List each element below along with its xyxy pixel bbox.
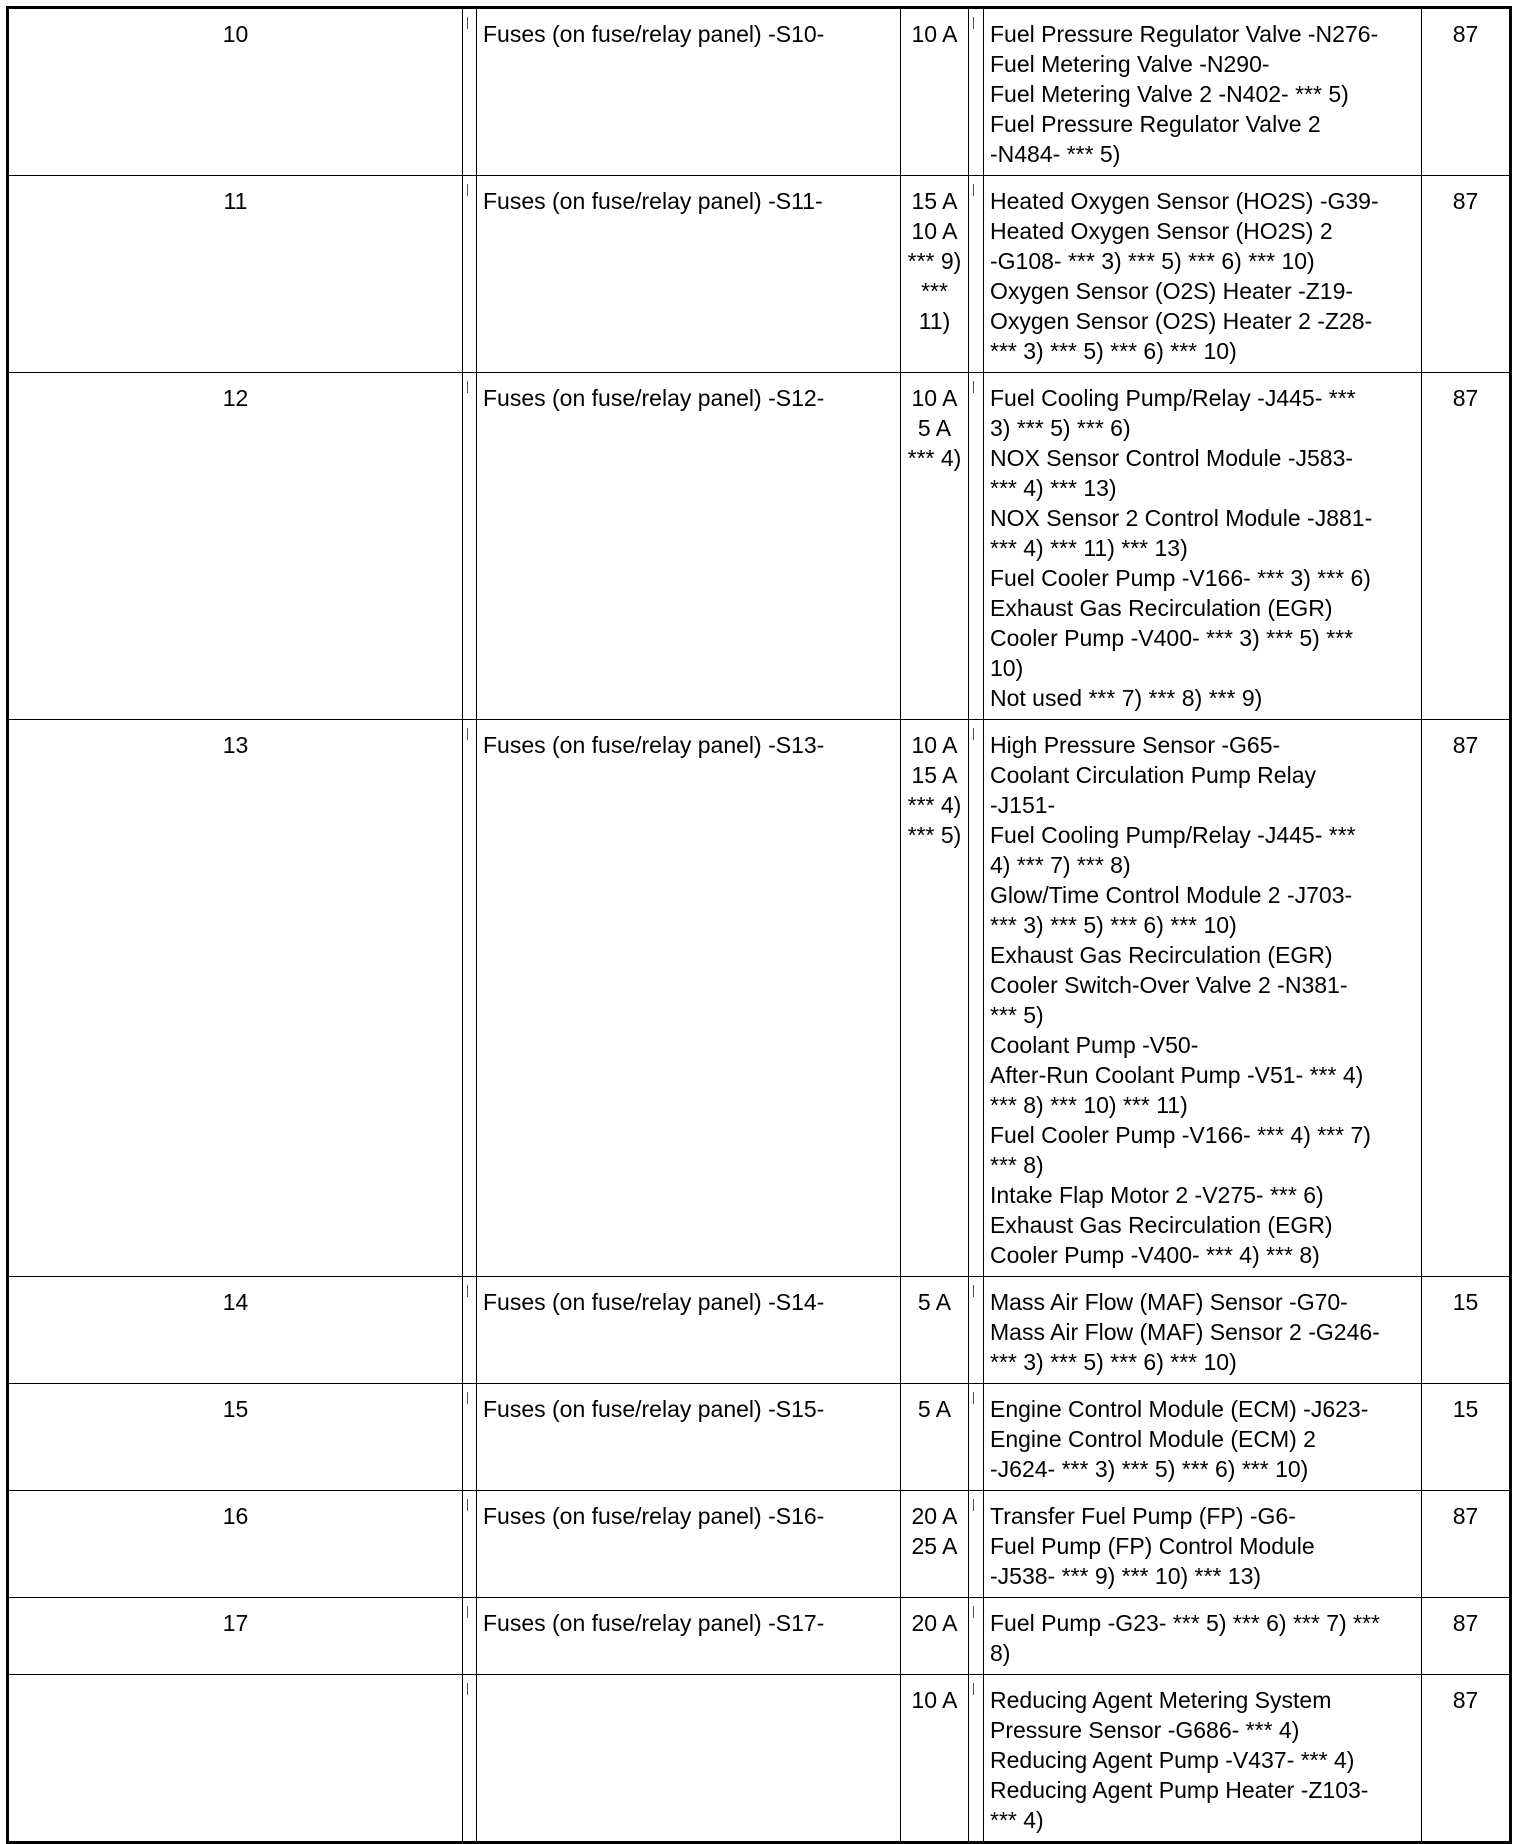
fuse-rating: 5 A — [917, 1289, 952, 1315]
fuse-description: Fuses (on fuse/relay panel) -S15- — [483, 1396, 825, 1422]
table-body — [8, 8, 1511, 1843]
table-row — [8, 1491, 1511, 1598]
table-row — [8, 1598, 1511, 1675]
component-line: Cooler Switch-Over Valve 2 -N381- — [990, 972, 1348, 998]
table-row — [8, 720, 1511, 1277]
component-line: Cooler Pump -V400- *** 3) *** 5) *** — [990, 625, 1354, 651]
table-row — [8, 1675, 1511, 1843]
fuse-rating-cell — [901, 1598, 969, 1675]
protected-components-cell — [984, 1598, 1422, 1675]
terminal-cell — [1422, 1598, 1511, 1675]
fuse-rating: 20 A — [911, 1610, 958, 1636]
fuse-number: 16 — [222, 1503, 249, 1529]
component-line: 10) — [990, 655, 1024, 681]
terminal-cell — [1422, 1277, 1511, 1384]
fuse-description-cell — [477, 373, 901, 720]
component-line: -N484- *** 5) — [990, 141, 1121, 167]
fuse-rating: *** — [921, 278, 948, 304]
fuse-rating: 15 A — [911, 762, 958, 788]
divider-cell — [969, 1598, 984, 1675]
divider-cell — [463, 1675, 477, 1843]
component-line: Cooler Pump -V400- *** 4) *** 8) — [990, 1242, 1320, 1268]
fuse-number-cell — [8, 8, 463, 176]
component-line: *** 4) — [990, 1807, 1044, 1833]
component-line: Fuel Cooler Pump -V166- *** 4) *** 7) — [990, 1122, 1371, 1148]
component-line: Fuel Pressure Regulator Valve 2 — [990, 111, 1321, 137]
component-line: NOX Sensor 2 Control Module -J881- — [990, 505, 1373, 531]
protected-components-cell — [984, 1675, 1422, 1843]
component-line: Glow/Time Control Module 2 -J703- — [990, 882, 1353, 908]
fuse-rating-cell — [901, 1384, 969, 1491]
fuse-description-cell — [477, 1277, 901, 1384]
component-line: Fuel Pump (FP) Control Module — [990, 1533, 1315, 1559]
divider-cell — [969, 720, 984, 1277]
fuse-number-cell — [8, 1277, 463, 1384]
terminal-cell — [1422, 1384, 1511, 1491]
component-line: Heated Oxygen Sensor (HO2S) 2 — [990, 218, 1333, 244]
component-line: Fuel Cooling Pump/Relay -J445- *** — [990, 822, 1356, 848]
component-line: Exhaust Gas Recirculation (EGR) — [990, 942, 1333, 968]
table-row — [8, 1384, 1511, 1491]
protected-components-cell — [984, 1384, 1422, 1491]
fuse-number: 17 — [222, 1610, 249, 1636]
component-line: After-Run Coolant Pump -V51- *** 4) — [990, 1062, 1364, 1088]
fuse-number: 15 — [222, 1396, 249, 1422]
component-line: Oxygen Sensor (O2S) Heater 2 -Z28- — [990, 308, 1373, 334]
fuse-rating-cell — [901, 1277, 969, 1384]
component-line: 3) *** 5) *** 6) — [990, 415, 1131, 441]
terminal-cell — [1422, 1491, 1511, 1598]
divider-cell — [463, 176, 477, 373]
component-line: *** 4) *** 13) — [990, 475, 1117, 501]
terminal-number: 87 — [1452, 188, 1479, 214]
fuse-rating: 15 A — [911, 188, 958, 214]
fuse-rating-cell — [901, 720, 969, 1277]
divider-cell — [463, 373, 477, 720]
fuse-description-cell — [477, 720, 901, 1277]
fuse-rating: 25 A — [911, 1533, 958, 1559]
component-line: *** 3) *** 5) *** 6) *** 10) — [990, 1349, 1237, 1375]
divider-cell — [969, 1491, 984, 1598]
terminal-cell — [1422, 373, 1511, 720]
terminal-cell — [1422, 720, 1511, 1277]
protected-components-cell — [984, 176, 1422, 373]
table-row — [8, 8, 1511, 176]
component-line: -J538- *** 9) *** 10) *** 13) — [990, 1563, 1262, 1589]
component-line: *** 3) *** 5) *** 6) *** 10) — [990, 338, 1237, 364]
fuse-assignment-table — [6, 6, 1512, 1844]
fuse-number-cell — [8, 373, 463, 720]
component-line: Fuel Pressure Regulator Valve -N276- — [990, 21, 1379, 47]
component-line: 4) *** 7) *** 8) — [990, 852, 1131, 878]
fuse-rating-cell — [901, 1675, 969, 1843]
fuse-rating: *** 9) — [907, 248, 962, 274]
component-line: Not used *** 7) *** 8) *** 9) — [990, 685, 1263, 711]
fuse-rating: 10 A — [911, 218, 958, 244]
terminal-cell — [1422, 8, 1511, 176]
divider-cell — [969, 1675, 984, 1843]
component-line: 8) — [990, 1640, 1011, 1666]
fuse-rating: 10 A — [911, 385, 958, 411]
terminal-number: 87 — [1452, 1610, 1479, 1636]
divider-cell — [463, 1277, 477, 1384]
fuse-rating: 10 A — [911, 732, 958, 758]
fuse-rating: *** 4) — [907, 792, 962, 818]
fuse-description: Fuses (on fuse/relay panel) -S10- — [483, 21, 825, 47]
component-line: Transfer Fuel Pump (FP) -G6- — [990, 1503, 1296, 1529]
terminal-cell — [1422, 176, 1511, 373]
component-line: Fuel Metering Valve -N290- — [990, 51, 1270, 77]
component-line: Heated Oxygen Sensor (HO2S) -G39- — [990, 188, 1379, 214]
fuse-rating-cell — [901, 373, 969, 720]
fuse-description: Fuses (on fuse/relay panel) -S12- — [483, 385, 825, 411]
terminal-cell — [1422, 1675, 1511, 1843]
divider-cell — [463, 1598, 477, 1675]
fuse-description: Fuses (on fuse/relay panel) -S14- — [483, 1289, 825, 1315]
component-line: Reducing Agent Pump Heater -Z103- — [990, 1777, 1369, 1803]
protected-components-cell — [984, 373, 1422, 720]
fuse-rating: 10 A — [911, 1687, 958, 1713]
fuse-number-cell — [8, 1675, 463, 1843]
protected-components-cell — [984, 1491, 1422, 1598]
fuse-number-cell — [8, 176, 463, 373]
protected-components-cell — [984, 8, 1422, 176]
fuse-rating-cell — [901, 8, 969, 176]
component-line: Oxygen Sensor (O2S) Heater -Z19- — [990, 278, 1354, 304]
component-line: Mass Air Flow (MAF) Sensor -G70- — [990, 1289, 1348, 1315]
fuse-rating: 5 A — [917, 415, 952, 441]
terminal-number: 87 — [1452, 732, 1479, 758]
terminal-number: 87 — [1452, 1503, 1479, 1529]
fuse-rating: *** 5) — [907, 822, 962, 848]
fuse-description: Fuses (on fuse/relay panel) -S17- — [483, 1610, 825, 1636]
fuse-number-cell — [8, 1384, 463, 1491]
divider-cell — [969, 176, 984, 373]
fuse-number-cell — [8, 720, 463, 1277]
fuse-rating: 10 A — [911, 21, 958, 47]
divider-cell — [969, 1384, 984, 1491]
component-line: Coolant Circulation Pump Relay — [990, 762, 1316, 788]
fuse-number-cell — [8, 1491, 463, 1598]
component-line: Fuel Metering Valve 2 -N402- *** 5) — [990, 81, 1349, 107]
fuse-rating-cell — [901, 176, 969, 373]
fuse-description-cell — [477, 8, 901, 176]
fuse-rating: *** 4) — [907, 445, 962, 471]
divider-cell — [969, 1277, 984, 1384]
terminal-number: 87 — [1452, 385, 1479, 411]
component-line: Reducing Agent Pump -V437- *** 4) — [990, 1747, 1355, 1773]
component-line: Fuel Cooler Pump -V166- *** 3) *** 6) — [990, 565, 1371, 591]
fuse-rating: 11) — [918, 308, 951, 334]
fuse-rating: 20 A — [911, 1503, 958, 1529]
component-line: -J151- — [990, 792, 1056, 818]
fuse-number: 13 — [222, 732, 249, 758]
component-line: -G108- *** 3) *** 5) *** 6) *** 10) — [990, 248, 1315, 274]
terminal-number: 15 — [1452, 1289, 1479, 1315]
fuse-number: 12 — [222, 385, 249, 411]
divider-cell — [463, 1491, 477, 1598]
component-line: Fuel Pump -G23- *** 5) *** 6) *** 7) *** — [990, 1610, 1380, 1636]
component-line: Coolant Pump -V50- — [990, 1032, 1199, 1058]
protected-components-cell — [984, 720, 1422, 1277]
component-line: *** 8) *** 10) *** 11) — [990, 1092, 1188, 1118]
component-line: Reducing Agent Metering System — [990, 1687, 1332, 1713]
component-line: Engine Control Module (ECM) 2 — [990, 1426, 1316, 1452]
component-line: Intake Flap Motor 2 -V275- *** 6) — [990, 1182, 1324, 1208]
fuse-description-cell — [477, 1384, 901, 1491]
fuse-number-cell — [8, 1598, 463, 1675]
component-line: -J624- *** 3) *** 5) *** 6) *** 10) — [990, 1456, 1309, 1482]
component-line: Exhaust Gas Recirculation (EGR) — [990, 1212, 1333, 1238]
divider-cell — [463, 8, 477, 176]
fuse-description: Fuses (on fuse/relay panel) -S11- — [483, 188, 823, 214]
fuse-description-cell — [477, 1491, 901, 1598]
fuse-rating-cell — [901, 1491, 969, 1598]
table-row — [8, 176, 1511, 373]
component-line: Mass Air Flow (MAF) Sensor 2 -G246- — [990, 1319, 1380, 1345]
fuse-description-cell — [477, 176, 901, 373]
fuse-description: Fuses (on fuse/relay panel) -S13- — [483, 732, 825, 758]
component-line: High Pressure Sensor -G65- — [990, 732, 1281, 758]
component-line: *** 8) — [990, 1152, 1044, 1178]
protected-components-cell — [984, 1277, 1422, 1384]
divider-cell — [969, 8, 984, 176]
table-row — [8, 373, 1511, 720]
terminal-number: 87 — [1452, 21, 1479, 47]
terminal-number: 15 — [1452, 1396, 1479, 1422]
component-line: Pressure Sensor -G686- *** 4) — [990, 1717, 1300, 1743]
fuse-number: 10 — [222, 21, 249, 47]
component-line: *** 4) *** 11) *** 13) — [990, 535, 1188, 561]
component-line: Engine Control Module (ECM) -J623- — [990, 1396, 1369, 1422]
fuse-description: Fuses (on fuse/relay panel) -S16- — [483, 1503, 825, 1529]
component-line: *** 3) *** 5) *** 6) *** 10) — [990, 912, 1237, 938]
component-line: Exhaust Gas Recirculation (EGR) — [990, 595, 1333, 621]
divider-cell — [969, 373, 984, 720]
terminal-number: 87 — [1452, 1687, 1479, 1713]
table-row — [8, 1277, 1511, 1384]
fuse-description-cell — [477, 1675, 901, 1843]
component-line: *** 5) — [990, 1002, 1044, 1028]
fuse-number: 14 — [222, 1289, 249, 1315]
component-line: NOX Sensor Control Module -J583- — [990, 445, 1354, 471]
fuse-description-cell — [477, 1598, 901, 1675]
fuse-rating: 5 A — [917, 1396, 952, 1422]
fuse-number: 11 — [223, 188, 248, 214]
divider-cell — [463, 1384, 477, 1491]
divider-cell — [463, 720, 477, 1277]
component-line: Fuel Cooling Pump/Relay -J445- *** — [990, 385, 1356, 411]
